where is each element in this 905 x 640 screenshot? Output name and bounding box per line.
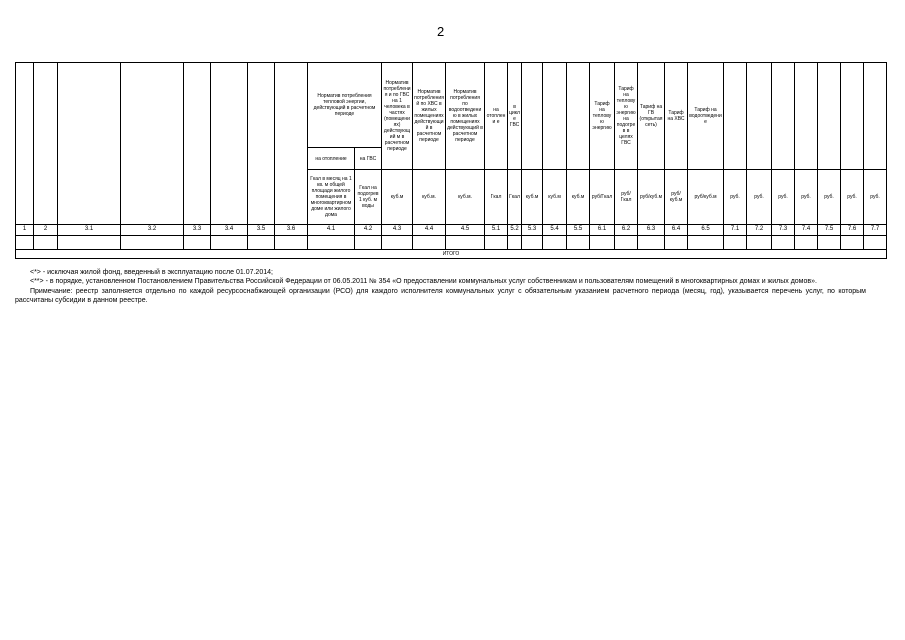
- table-cell: [864, 236, 887, 250]
- column-number-cell: 1: [16, 225, 34, 236]
- heat-tariff-gvs-header: Тариф на тепловую энергию на подогрев в целях ГВС: [615, 63, 638, 170]
- unit-cell-5-2: Гкал: [508, 170, 522, 225]
- column-number-cell: 6.4: [665, 225, 688, 236]
- table-cell: [121, 236, 184, 250]
- xvs-tariff-header: Тариф на ХВС: [665, 63, 688, 170]
- header-row-1: [16, 63, 887, 148]
- table-cell: [413, 236, 446, 250]
- header-cell-col-5-5: [567, 63, 590, 170]
- notes-block: [15, 268, 866, 306]
- unit-cell-6-5: руб/куб.м: [688, 170, 724, 225]
- unit-cell-6-4: руб/куб.м: [665, 170, 688, 225]
- header-cell-col-7-3: [772, 63, 795, 170]
- table-cell: [355, 236, 382, 250]
- heat-unit-cell: Гкал в месяц на 1 кв. м общей площади жилого помещения в многоквартирном доме или жилого дома: [308, 170, 355, 225]
- column-number-cell: 4.1: [308, 225, 355, 236]
- column-number-cell: 5.3: [522, 225, 543, 236]
- table-cell: [841, 236, 864, 250]
- table-cell: [382, 236, 413, 250]
- unit-cell-5-3: куб.м: [522, 170, 543, 225]
- column-number-cell: 2: [34, 225, 58, 236]
- column-number-cell: 3.2: [121, 225, 184, 236]
- unit-cell-4-5: куб.м.: [446, 170, 485, 225]
- column-number-row: [16, 225, 887, 236]
- table-cell: [248, 236, 275, 250]
- column-number-cell: 3.5: [248, 225, 275, 236]
- column-number-cell: 6.3: [638, 225, 665, 236]
- column-number-cell: 6.2: [615, 225, 638, 236]
- footnote-1: <*> - исключая жилой фонд, введенный в эксплуатацию после 01.07.2014;: [30, 269, 273, 276]
- unit-cell-7-2: руб.: [747, 170, 772, 225]
- unit-cell-7-6: руб.: [841, 170, 864, 225]
- heating-header: на отоплени е: [485, 63, 508, 170]
- column-number-cell: 7.1: [724, 225, 747, 236]
- table-cell: [543, 236, 567, 250]
- table-cell: [308, 236, 355, 250]
- header-cell-col-5-4: [543, 63, 567, 170]
- drain-tariff-header: Тариф на водоотведение: [688, 63, 724, 170]
- drain-norm-header: Норматив потребления по водоотведению в жилых помещениях действующий в расчетном периоде: [446, 63, 485, 170]
- header-cell-col-7-7: [864, 63, 887, 170]
- column-number-cell: 7.3: [772, 225, 795, 236]
- table-cell: [16, 236, 34, 250]
- unit-cell-4-4: куб.м.: [413, 170, 446, 225]
- table-cell: [615, 236, 638, 250]
- unit-cell-7-3: руб.: [772, 170, 795, 225]
- table-cell: [58, 236, 121, 250]
- column-number-cell: 4.3: [382, 225, 413, 236]
- header-cell-col-3-1: [58, 63, 121, 225]
- header-cell-col-7-4: [795, 63, 818, 170]
- gvs-cycle-header: в цикле ГВС: [508, 63, 522, 170]
- table-cell: [508, 236, 522, 250]
- column-number-cell: 4.4: [413, 225, 446, 236]
- unit-cell-7-7: руб.: [864, 170, 887, 225]
- header-cell-col-7-2: [747, 63, 772, 170]
- column-number-cell: 3.3: [184, 225, 211, 236]
- table-cell: [211, 236, 248, 250]
- unit-cell-6-3: руб/куб.м: [638, 170, 665, 225]
- column-number-cell: 6.1: [590, 225, 615, 236]
- unit-cell-7-5: руб.: [818, 170, 841, 225]
- table-cell: [485, 236, 508, 250]
- total-label: ИТОГО: [16, 250, 887, 259]
- column-number-cell: 7.2: [747, 225, 772, 236]
- total-row: [16, 250, 887, 259]
- table-cell: [34, 236, 58, 250]
- table-cell: [567, 236, 590, 250]
- table-cell: [446, 236, 485, 250]
- table-cell: [522, 236, 543, 250]
- table-cell: [688, 236, 724, 250]
- unit-cell-7-4: руб.: [795, 170, 818, 225]
- column-number-cell: 3.1: [58, 225, 121, 236]
- unit-cell-6-2: руб/Гкал: [615, 170, 638, 225]
- header-cell-col-3-4: [211, 63, 248, 225]
- header-cell-col-3-3: [184, 63, 211, 225]
- column-number-cell: 3.6: [275, 225, 308, 236]
- header-cell-col-3-5: [248, 63, 275, 225]
- unit-cell-5-1: Гкал: [485, 170, 508, 225]
- column-number-cell: 6.5: [688, 225, 724, 236]
- unit-cell-5-5: куб.м: [567, 170, 590, 225]
- table-cell: [772, 236, 795, 250]
- column-number-cell: 5.2: [508, 225, 522, 236]
- unit-cell-4-3: куб.м: [382, 170, 413, 225]
- column-number-cell: 5.4: [543, 225, 567, 236]
- header-cell-col-2: [34, 63, 58, 225]
- column-number-cell: 7.5: [818, 225, 841, 236]
- table-cell: [818, 236, 841, 250]
- column-number-cell: 7.7: [864, 225, 887, 236]
- column-number-cell: 4.2: [355, 225, 382, 236]
- heat-norm-header: Норматив потребления тепловой энергии, действующий в расчетном периоде: [308, 63, 382, 148]
- unit-cell-6-1: руб/Гкал: [590, 170, 615, 225]
- unit-cell-7-1: руб.: [724, 170, 747, 225]
- gv-tariff-header: Тариф на ГВ (открытая сеть): [638, 63, 665, 170]
- table-cell: [275, 236, 308, 250]
- table-cell: [590, 236, 615, 250]
- table-cell: [665, 236, 688, 250]
- heat-tariff-header: Тариф на тепловую энергию: [590, 63, 615, 170]
- header-cell-col-3-6: [275, 63, 308, 225]
- header-cell-col-7-1: [724, 63, 747, 170]
- table-cell: [795, 236, 818, 250]
- xvs-norm-header: Норматив потребления й по ХВС в жилых помещениях действующий в расчетном периоде: [413, 63, 446, 170]
- header-cell-col-5-3: [522, 63, 543, 170]
- note-paragraph: Примечание: реестр заполняется отдельно по каждой ресурсоснабжающей организации (РСО) для каждого исполнителя коммунальных услуг с обязательным указанием расчетного периода (месяц, год), указывается перечень услуг, по которым рассчитаны субсидии в данном реестре.: [15, 287, 866, 305]
- table-cell: [747, 236, 772, 250]
- gvs-norm-header: Норматив потребления и по ГВС на 1 человека в частях (помещениях) действующий м в расчетном периоде: [382, 63, 413, 170]
- column-number-cell: 5.5: [567, 225, 590, 236]
- heating-subheader: на отопление: [308, 148, 355, 170]
- header-cell-col-7-5: [818, 63, 841, 170]
- header-cell-col-7-6: [841, 63, 864, 170]
- subsidy-registry-table: [15, 62, 887, 259]
- gvs-unit-cell: Гкал на подогрев 1 куб. м воды: [355, 170, 382, 225]
- gvs-subheader: на ГВС: [355, 148, 382, 170]
- table-cell: [638, 236, 665, 250]
- column-number-cell: 7.4: [795, 225, 818, 236]
- table-cell: [184, 236, 211, 250]
- column-number-cell: 4.5: [446, 225, 485, 236]
- header-cell-col-3-2: [121, 63, 184, 225]
- table-row: [16, 236, 887, 250]
- column-number-cell: 3.4: [211, 225, 248, 236]
- page-number: 2: [437, 24, 445, 39]
- unit-cell-5-4: куб.м: [543, 170, 567, 225]
- table-cell: [724, 236, 747, 250]
- footnote-2: <**> - в порядке, установленном Постановлением Правительства Российской Федерации от 06.05.2011 № 354 «О предоставлении коммунальных услуг собственникам и пользователям помещений в многоквартирных домах и жилых домов».: [30, 278, 817, 286]
- header-cell-col-1: [16, 63, 34, 225]
- column-number-cell: 5.1: [485, 225, 508, 236]
- column-number-cell: 7.6: [841, 225, 864, 236]
